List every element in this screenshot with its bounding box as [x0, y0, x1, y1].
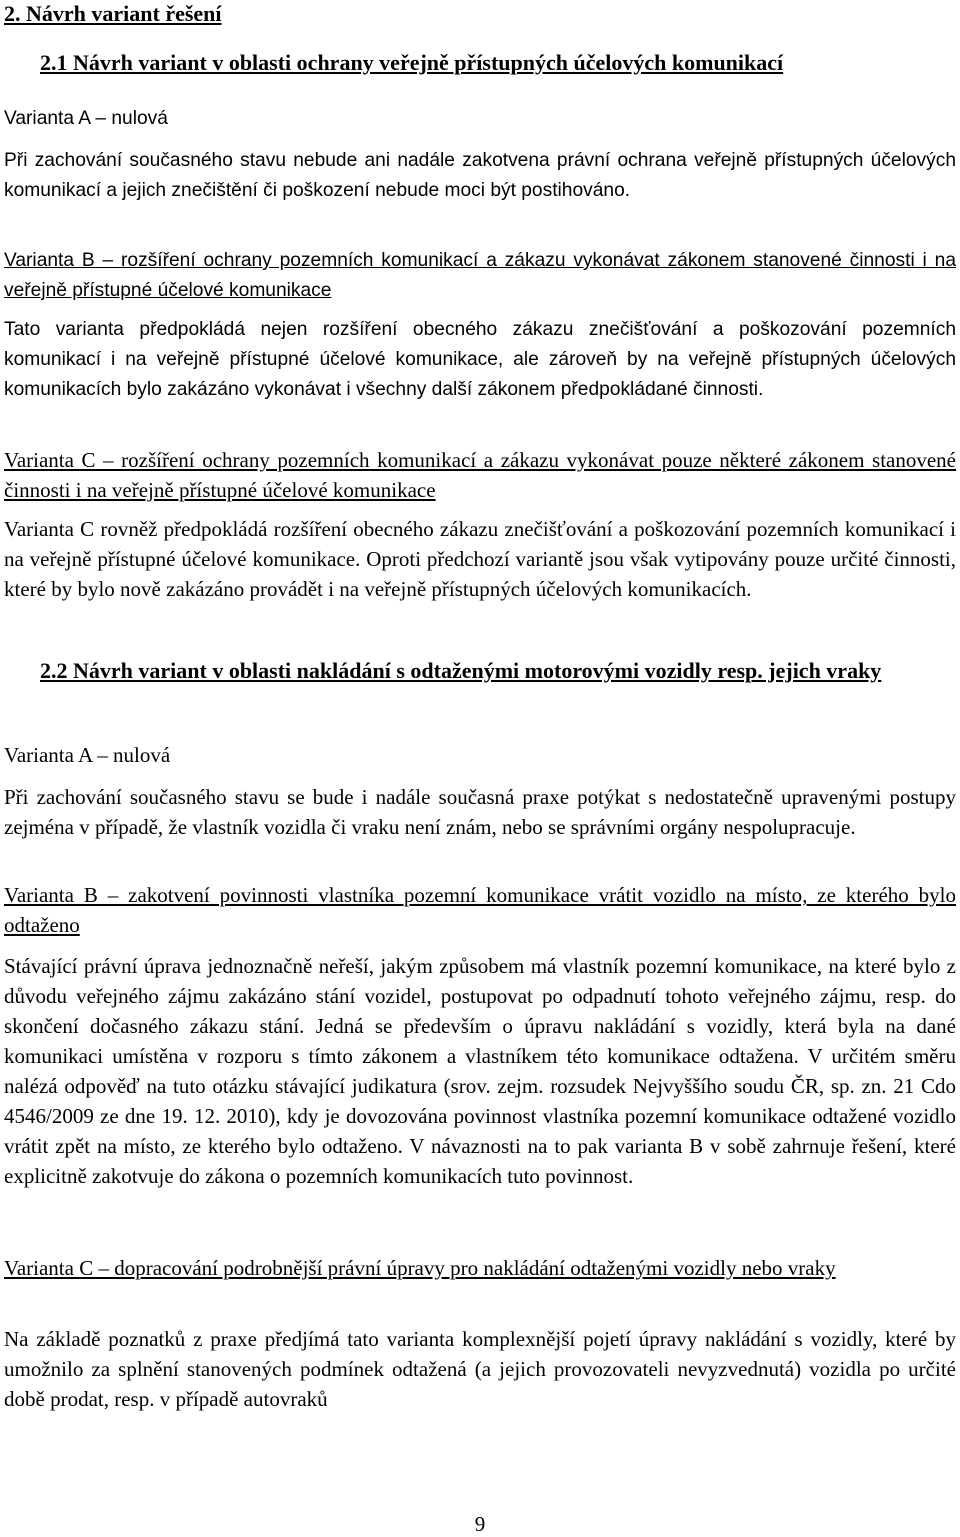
s2-variant-a-text: Při zachování současného stavu se bude i nadále současná praxe potýkat s nedostatečně upravenými postupy zejména v případě, že vlastník vozidla či vraku není znám, nebo se správními orgány nespolupracuje. — [4, 785, 956, 839]
s2-variant-c-text: Na základě poznatků z praxe předjímá tato varianta komplexnější pojetí úpravy nakládání s vozidly, které by umožnilo za splnění stanovených podmínek odtažená (a jejich provozovateli nevyzvednutá) vozidla po určité době prodat, resp. v případě autovraků — [4, 1327, 956, 1411]
chapter-title: 2. Návrh variant řešení — [4, 1, 222, 26]
s1-variant-c-heading: Varianta C – rozšíření ochrany pozemních komunikací a zákazu vykonávat pouze některé zákonem stanovené činnosti i na veřejně přístupné účelové komunikace — [4, 448, 956, 502]
s1-variant-a-heading: Varianta A – nulová — [4, 108, 168, 129]
s2-variant-c-heading: Varianta C – dopracování podrobnější právní úpravy pro nakládání odtaženými vozidly nebo vraky — [4, 1256, 836, 1280]
s1-variant-b-heading: Varianta B – rozšíření ochrany pozemních komunikací a zákazu vykonávat zákonem stanovené činnosti i na veřejně přístupné účelové komunikace — [4, 250, 956, 301]
section-title-2-2: 2.2 Návrh variant v oblasti nakládání s odtaženými motorovými vozidly resp. jejich vraky — [40, 658, 882, 683]
s1-variant-a-text: Při zachování současného stavu nebude ani nadále zakotvena právní ochrana veřejně přístupných účelových komunikací a jejich znečištění či poškození nebude moci být postihováno. — [4, 150, 956, 201]
section-title-2-1: 2.1 Návrh variant v oblasti ochrany veřejně přístupných účelových komunikací — [40, 50, 784, 75]
s2-variant-a-heading: Varianta A – nulová — [4, 743, 171, 767]
s2-variant-b-heading: Varianta B – zakotvení povinnosti vlastníka pozemní komunikace vrátit vozidlo na místo, ze kterého bylo odtaženo — [4, 883, 956, 937]
page-number: 9 — [474, 1512, 486, 1536]
s1-variant-b-text: Tato varianta předpokládá nejen rozšíření obecného zákazu znečišťování a poškozování pozemních komunikací i na veřejně přístupné účelové komunikace, ale zároveň by na veřejně přístupných účelových komunikacích bylo zakázáno vykonávat i všechny další zákonem předpokládané činnosti. — [4, 319, 956, 400]
s2-variant-b-text: Stávající právní úprava jednoznačně neřeší, jakým způsobem má vlastník pozemní komunikace, na které bylo z důvodu veřejného zájmu zakázáno stání vozidel, postupovat po odpadnutí tohoto veřejného zájmu, resp. do skončení dočasného zákazu stání. Jedná se především o úpravu nakládání s vozidly, která byla na dané komunikaci umístěna v rozporu s tímto zákonem a vlastníkem této komunikace odtažena. V určitém směru nalézá odpověď na tuto otázku stávající judikatura (srov. zejm. rozsudek Nejvyššího soudu ČR, sp. zn. 21 Cdo 4546/2009 ze dne 19. 12. 2010), kdy je dovozována povinnost vlastníka pozemní komunikace odtažené vozidlo vrátit zpět na místo, ze kterého bylo odtaženo. V návaznosti na to pak varianta B v sobě zahrnuje řešení, které explicitně zakotvuje do zákona o pozemních komunikacích tuto povinnost. — [4, 954, 956, 1188]
s1-variant-c-text: Varianta C rovněž předpokládá rozšíření obecného zákazu znečišťování a poškozování pozemních komunikací i na veřejně přístupné účelové komunikace. Oproti předchozí variantě jsou však vytipovány pouze určité činnosti, které by bylo nově zakázáno provádět i na veřejně přístupných účelových komunikacích. — [4, 517, 956, 601]
